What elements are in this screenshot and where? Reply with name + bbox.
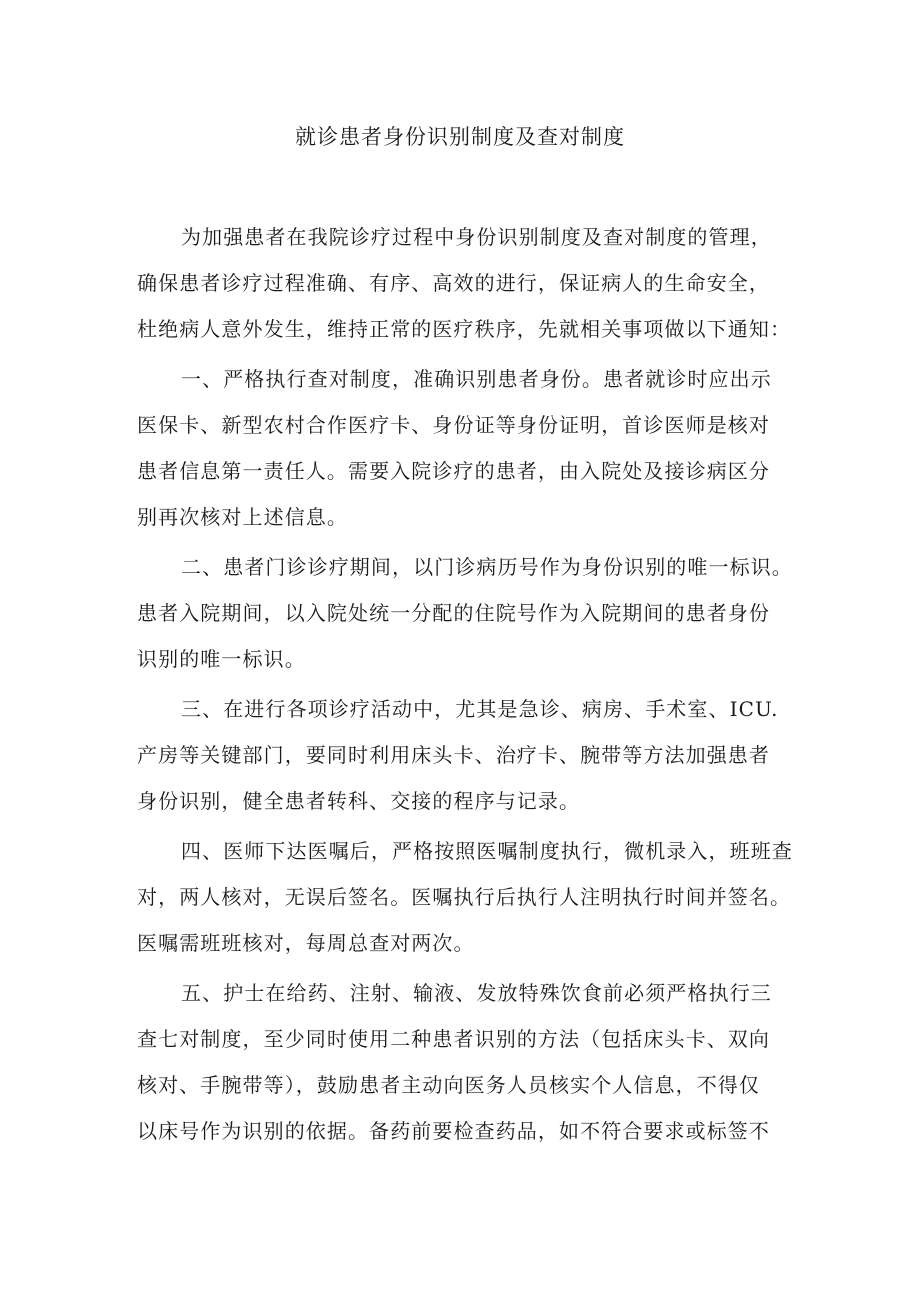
paragraph-line: 查七对制度，至少同时使用二种患者识别的方法（包括床头卡、双向 [137, 1027, 770, 1051]
paragraph-item-4 [137, 828, 797, 966]
paragraph-line: 识别的唯一标识。 [137, 647, 306, 671]
paragraph-line: 五、护士在给药、注射、输液、发放特殊饮食前必须严格执行三 [181, 981, 772, 1005]
paragraph-line: 三、在进行各项诊疗活动中，尤其是急诊、病房、手术室、ICU. [181, 697, 779, 721]
paragraph-line: 别再次核对上述信息。 [137, 505, 348, 529]
paragraph-line: 身份识别，健全患者转科、交接的程序与记录。 [137, 789, 581, 813]
paragraph-item-2 [137, 544, 797, 682]
document-title: 就诊患者身份识别制度及查对制度 [295, 125, 625, 149]
paragraph-line: 核对、手腕带等），鼓励患者主动向医务人员核实个人信息，不得仅 [137, 1073, 760, 1097]
paragraph-line: 医嘱需班班核对，每周总查对两次。 [137, 931, 475, 955]
paragraph-line: 以床号作为识别的依据。备药前要检查药品，如不符合要求或标签不 [137, 1119, 770, 1143]
paragraph-intro [137, 214, 797, 352]
paragraph-item-3 [137, 686, 797, 824]
paragraph-line: 一、严格执行查对制度，准确识别患者身份。患者就诊时应出示 [181, 367, 772, 391]
paragraph-line: 为加强患者在我院诊疗过程中身份识别制度及查对制度的管理， [181, 225, 772, 249]
paragraph-line: 患者入院期间，以入院处统一分配的住院号作为入院期间的患者身份 [137, 601, 770, 625]
paragraph-line: 四、医师下达医嘱后，严格按照医嘱制度执行，微机录入，班班查 [181, 839, 793, 863]
paragraph-line: 确保患者诊疗过程准确、有序、高效的进行，保证病人的生命安全， [137, 271, 770, 295]
paragraph-line: 产房等关键部门，要同时利用床头卡、治疗卡、腕带等方法加强患者 [137, 743, 770, 767]
paragraph-line: 医保卡、新型农村合作医疗卡、身份证等身份证明，首诊医师是核对 [137, 413, 770, 437]
document-body [137, 214, 797, 1158]
paragraph-line: 杜绝病人意外发生，维持正常的医疗秩序，先就相关事项做以下通知： [137, 317, 792, 341]
paragraph-line: 二、患者门诊诊疗期间，以门诊病历号作为身份识别的唯一标识。 [181, 555, 793, 579]
paragraph-item-5 [137, 970, 797, 1154]
paragraph-line: 患者信息第一责任人。需要入院诊疗的患者，由入院处及接诊病区分 [137, 459, 770, 483]
paragraph-line: 对，两人核对，无误后签名。医嘱执行后执行人注明执行时间并签名。 [137, 885, 792, 909]
paragraph-item-1 [137, 356, 797, 540]
